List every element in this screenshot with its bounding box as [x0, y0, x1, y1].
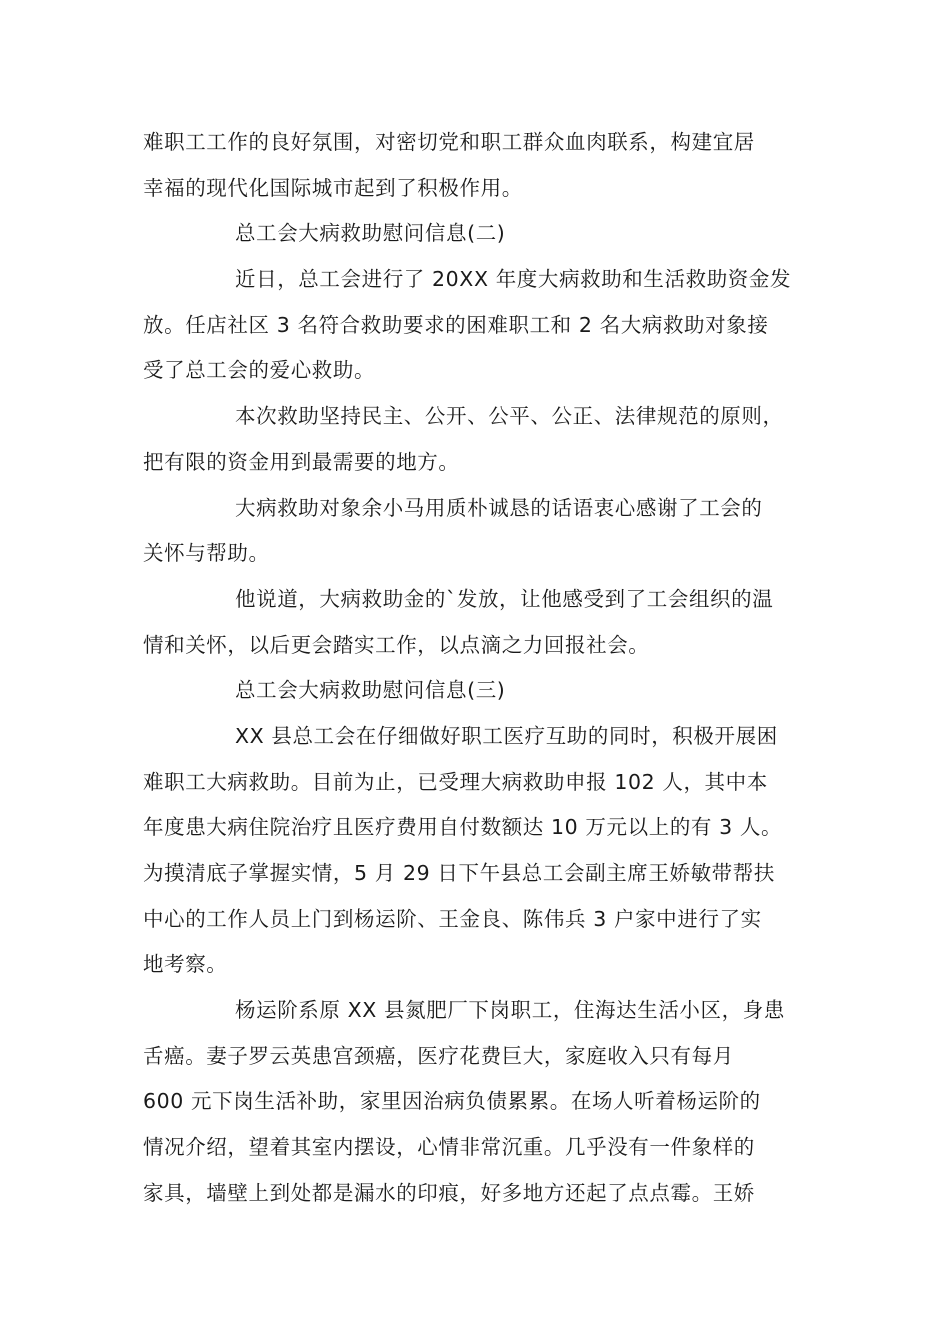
text-line: 本次救助坚持民主、公开、公平、公正、法律规范的原则， [235, 404, 784, 429]
text-line: 难职工大病救助。目前为止，已受理大病救助申报 102 人，其中本 [143, 769, 768, 794]
text-line: 关怀与帮助。 [143, 541, 270, 566]
text-line: 中心的工作人员上门到杨运阶、王金良、陈伟兵 3 户家中进行了实 [143, 906, 762, 931]
text-line: 受了总工会的爱心救助。 [143, 358, 376, 383]
text-line: 近日，总工会进行了 20XX 年度大病救助和生活救助资金发 [235, 267, 792, 292]
text-line: 600 元下岗生活补助，家里因治病负债累累。在场人听着杨运阶的 [143, 1089, 761, 1114]
text-line: 情和关怀，以后更会踏实工作，以点滴之力回报社会。 [143, 632, 650, 657]
text-line: 情况介绍，望着其室内摆设，心情非常沉重。几乎没有一件象样的 [143, 1135, 755, 1160]
text-line: 他说道，大病救助金的`发放，让他感受到了工会组织的温 [235, 586, 774, 611]
text-line: XX 县总工会在仔细做好职工医疗互助的同时，积极开展困 [235, 723, 778, 748]
text-line: 难职工工作的良好氛围，对密切党和职工群众血肉联系，构建宜居 [143, 130, 755, 154]
document-body [143, 120, 813, 1217]
text-line: 总工会大病救助慰问信息(三) [235, 678, 506, 703]
text-line: 幸福的现代化国际城市起到了积极作用。 [143, 175, 523, 200]
text-line: 放。任店社区 3 名符合救助要求的困难职工和 2 名大病救助对象接 [143, 312, 769, 337]
text-line: 舌癌。妻子罗云英患宫颈癌，医疗花费巨大，家庭收入只有每月 [143, 1043, 734, 1068]
text-line: 为摸清底子掌握实情，5 月 29 日下午县总工会副主席王娇敏带帮扶 [143, 861, 775, 885]
text-line: 杨运阶系原 XX 县氮肥厂下岗职工，住海达生活小区，身患 [235, 998, 785, 1023]
text-line: 大病救助对象余小马用质朴诚恳的话语衷心感谢了工会的 [235, 495, 763, 520]
text-line: 地考察。 [143, 952, 228, 977]
text-line: 把有限的资金用到最需要的地方。 [143, 449, 460, 474]
text-line: 总工会大病救助慰问信息(二) [235, 221, 506, 246]
text-line: 年度患大病住院治疗且医疗费用自付数额达 10 万元以上的有 3 人。 [143, 815, 783, 840]
text-line: 家具，墙壁上到处都是漏水的印痕，好多地方还起了点点霉。王娇 [143, 1180, 755, 1205]
